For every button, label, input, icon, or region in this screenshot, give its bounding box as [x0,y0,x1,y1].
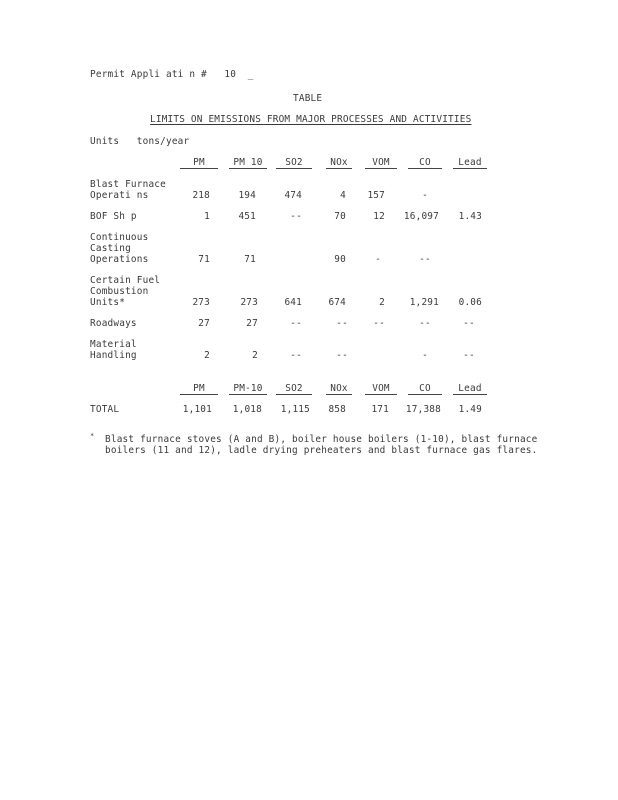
table-cell: 273 [240,297,258,308]
table-cell: - [422,350,428,361]
column-header-co-bottom: CO [408,383,442,395]
table-cell: 641 [284,297,302,308]
table-cell: 474 [284,190,302,201]
table-cell: - [422,190,428,201]
table-cell: -- [290,350,302,361]
table-cell: -- [463,318,475,329]
row-label-line: Roadways [90,318,137,329]
column-header-pm10-bottom: PM-10 [229,383,267,395]
table-cell: 12 [373,211,385,222]
table-cell: 16,097 [403,211,439,222]
table-cell: 218 [192,190,210,201]
column-header-co: CO [408,157,442,169]
column-header-nox-bottom: NOx [326,383,352,395]
column-header-nox: NOx [326,157,352,169]
table-cell: 27 [246,318,258,329]
row-label-line: Combustion [90,286,149,297]
column-header-lead: Lead [453,157,487,169]
table-cell: -- [419,254,431,265]
table-cell: 27 [198,318,210,329]
row-label-line: BOF Sh p [90,211,137,222]
table-cell: 71 [244,254,256,265]
table-cell: 0.06 [458,297,482,308]
total-cell: 171 [371,404,389,415]
column-header-lead-bottom: Lead [453,383,487,395]
total-cell: 1,018 [232,404,262,415]
table-cell: 1 [204,211,210,222]
footnote-text: Blast furnace stoves (A and B), boiler house boilers (1-10), blast furnace boilers (11 and 12), ladle drying preheaters and blast furnace gas flares. [105,434,538,456]
row-label-line: Material [90,339,137,350]
column-header-vom: VOM [365,157,397,169]
table-cell: -- [336,318,348,329]
table-title: LIMITS ON EMISSIONS FROM MAJOR PROCESSES AND ACTIVITIES [150,114,472,125]
row-label-line: Operati ns [90,190,149,201]
column-header-so2-bottom: SO2 [276,383,312,395]
column-header-pm: PM [180,157,218,169]
column-header-so2: SO2 [276,157,312,169]
table-cell: -- [373,318,385,329]
permit-application-line: Permit Appli ati n # 10 _ [90,69,254,80]
row-label-line: Operations [90,254,149,265]
table-cell: -- [290,211,302,222]
table-cell: 4 [340,190,346,201]
total-cell: 858 [328,404,346,415]
total-label: TOTAL [90,404,120,415]
table-cell: 1.43 [458,211,482,222]
table-cell: - [375,254,381,265]
column-header-vom-bottom: VOM [365,383,397,395]
footnote-mark: * [90,432,95,440]
table-cell: 157 [367,190,385,201]
row-label-line: Continuous [90,232,149,243]
row-label-line: Certain Fuel [90,275,161,286]
table-cell: 90 [334,254,346,265]
row-label-line: Handling [90,350,137,361]
table-cell: 1,291 [409,297,439,308]
total-cell: 1,115 [280,404,310,415]
table-cell: 273 [192,297,210,308]
footnote [90,434,540,456]
column-header-pm10: PM 10 [229,157,267,169]
table-cell: 451 [238,211,256,222]
table-cell: -- [336,350,348,361]
table-cell: -- [463,350,475,361]
row-label-line: Units* [90,297,126,308]
table-cell: 194 [238,190,256,201]
table-cell: 2 [379,297,385,308]
total-cell: 1.49 [458,404,482,415]
units-line: Units tons/year [90,136,190,147]
table-cell: 2 [252,350,258,361]
table-cell: 71 [198,254,210,265]
row-label-line: Blast Furnace [90,179,166,190]
table-cell: -- [290,318,302,329]
table-label: TABLE [293,93,323,104]
table-cell: 674 [328,297,346,308]
total-cell: 1,101 [182,404,212,415]
total-cell: 17,388 [405,404,441,415]
table-cell: 70 [334,211,346,222]
table-cell: 2 [204,350,210,361]
row-label-line: Casting [90,243,131,254]
column-header-pm-bottom: PM [180,383,218,395]
table-cell: -- [419,318,431,329]
